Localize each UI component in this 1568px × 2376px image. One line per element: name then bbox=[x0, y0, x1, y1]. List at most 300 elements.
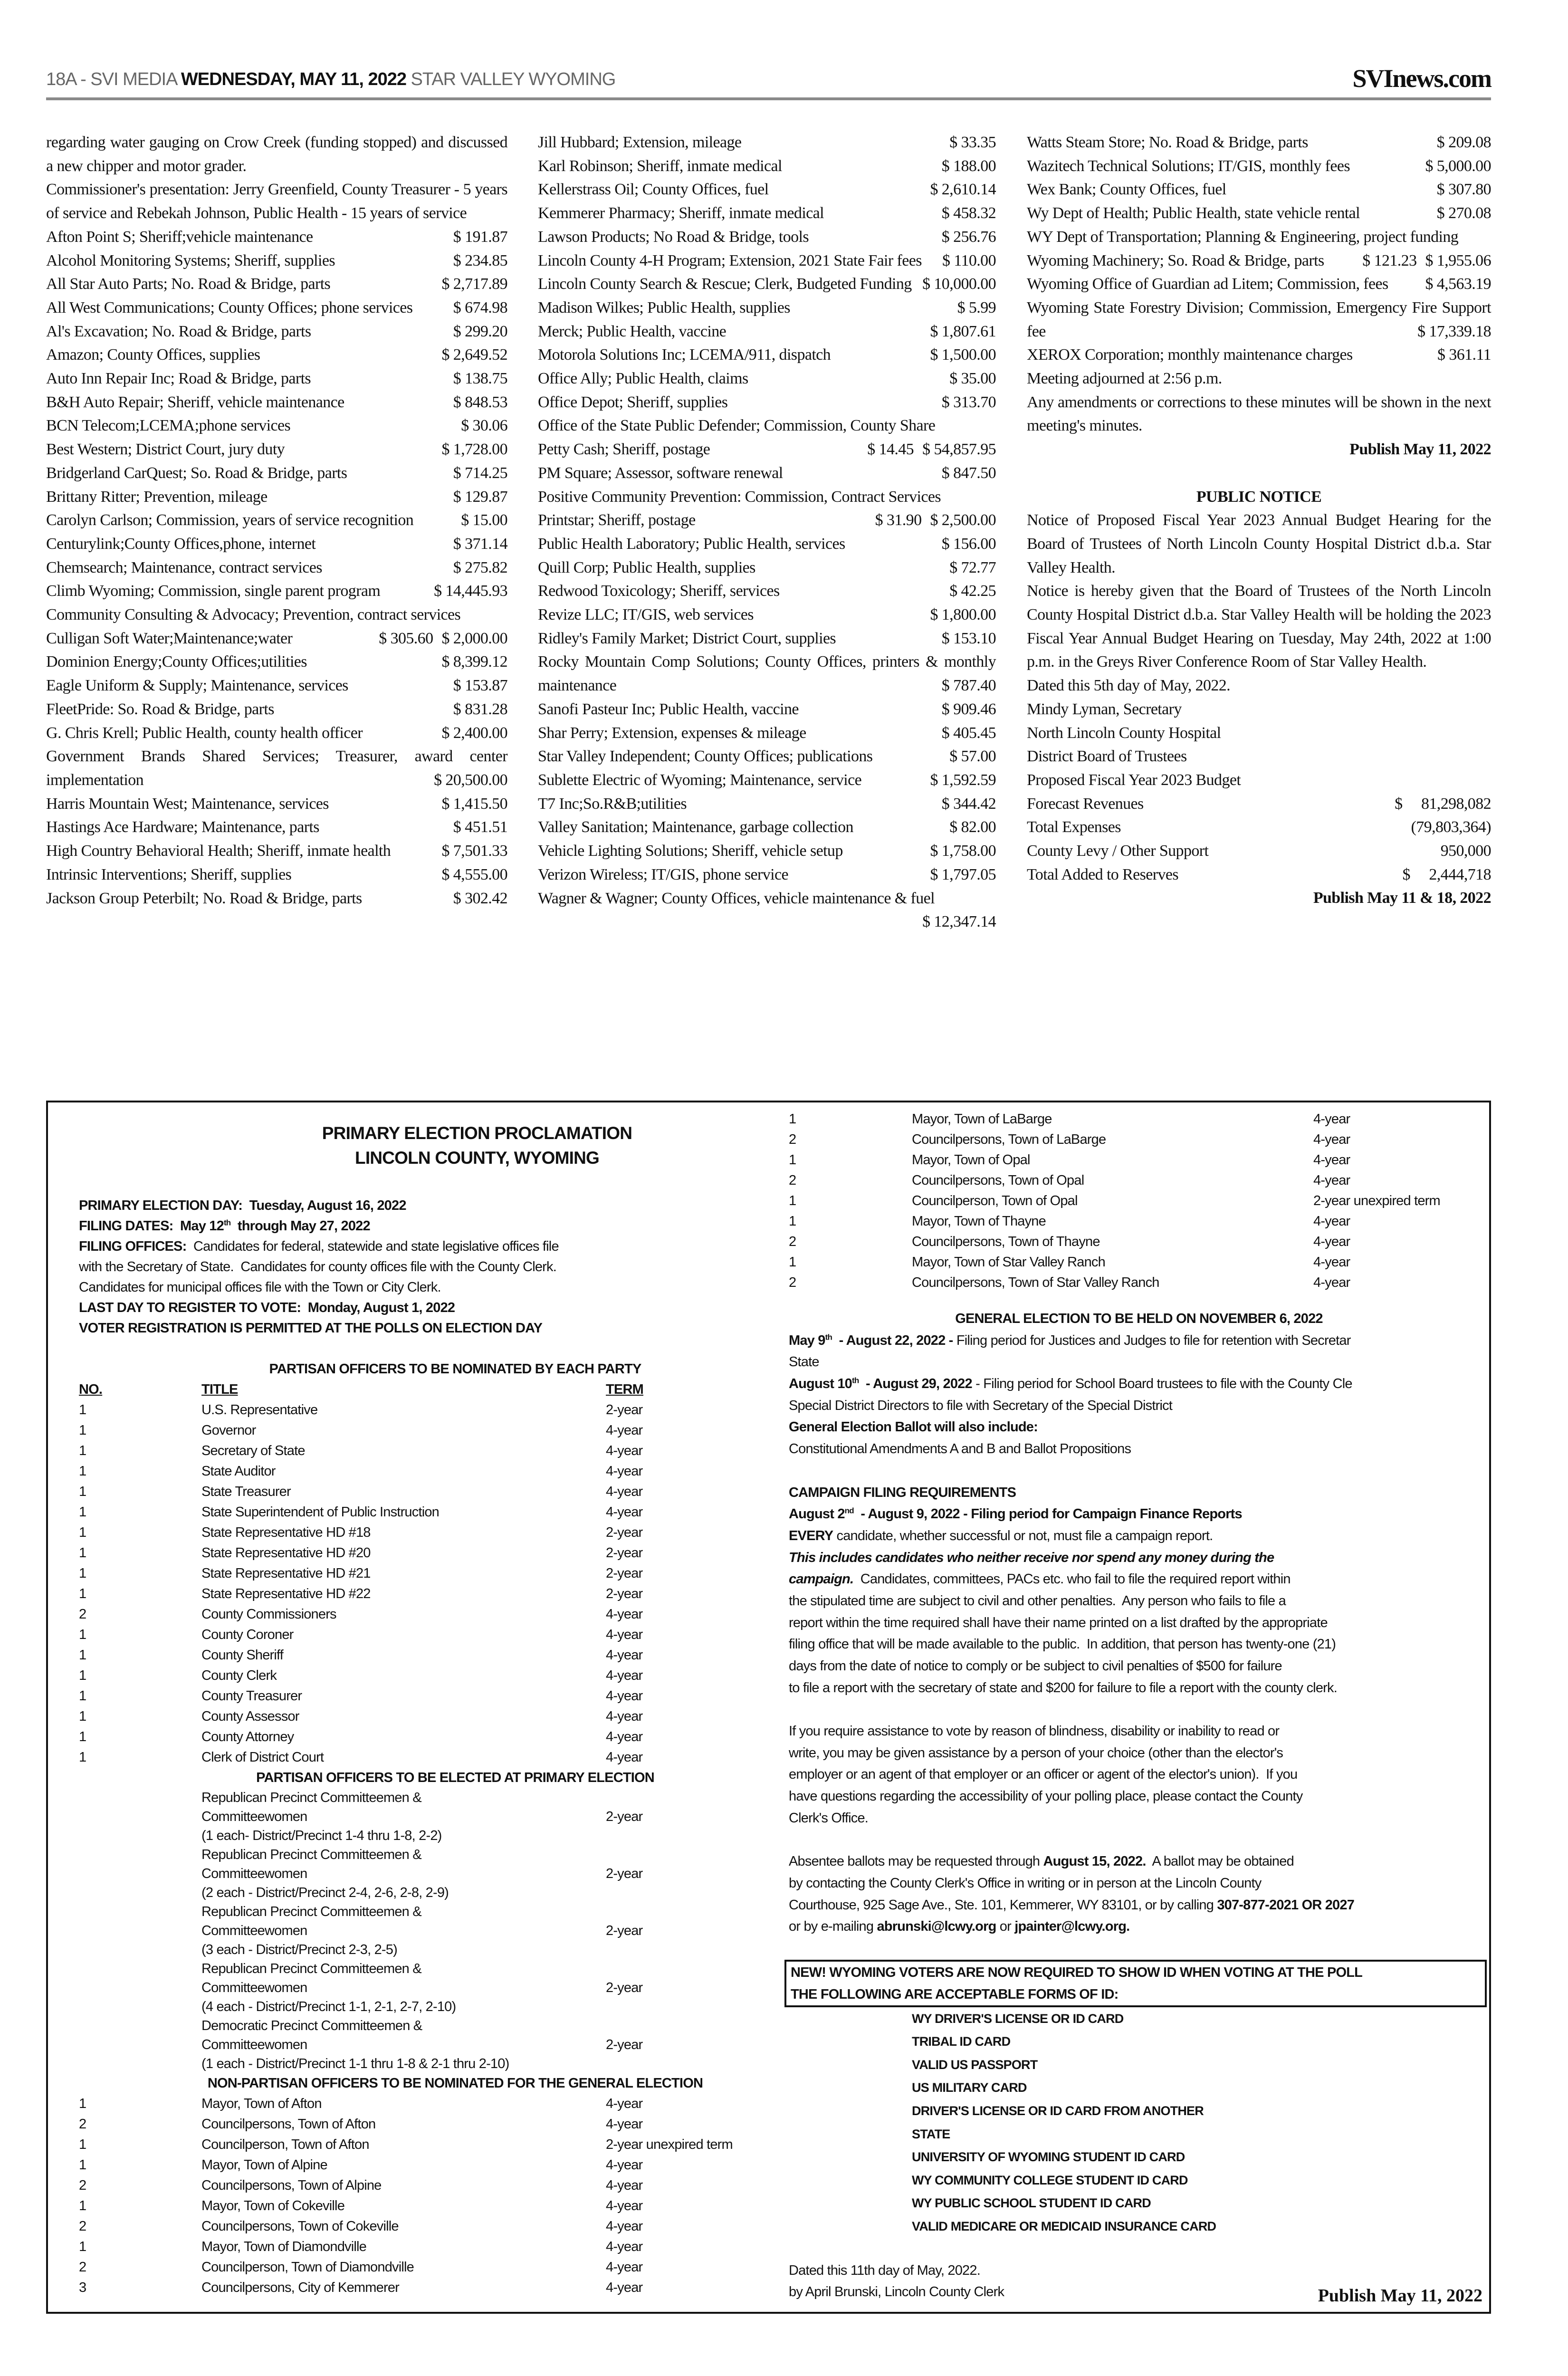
ledger-entry bbox=[538, 272, 996, 296]
ledger-entry bbox=[538, 131, 996, 154]
entry-text: High Country Behavioral Health; Sheriff, inmate health bbox=[46, 842, 391, 860]
signature-line: Dated this 11th day of May, 2022. bbox=[789, 2262, 980, 2278]
ledger-entry bbox=[538, 201, 996, 225]
proclamation-title: PRIMARY ELECTION PROCLAMATION bbox=[322, 1123, 632, 1143]
entry-amount: $ 7,501.33 bbox=[441, 842, 507, 860]
ledger-entry bbox=[46, 343, 507, 367]
entry-amount: $ 344.42 bbox=[941, 795, 996, 813]
entry-text: Amazon; County Offices, supplies bbox=[46, 346, 260, 364]
entry-amount: $ 1,955.06 bbox=[1425, 251, 1491, 269]
office-count: 1 bbox=[79, 1464, 86, 1479]
office-term: 4-year bbox=[606, 1423, 643, 1438]
ledger-entry bbox=[46, 461, 507, 485]
entry-amount: $ 188.00 bbox=[941, 157, 996, 175]
entry-amount: $ 847.50 bbox=[941, 464, 996, 482]
entry-amount: $ 458.32 bbox=[941, 204, 996, 222]
office-term: 4-year bbox=[606, 2117, 643, 2132]
entry-amount: $ 81,298,082 bbox=[1395, 795, 1491, 813]
precinct-districts: (2 each - District/Precinct 2-4, 2-6, 2-8, 2-9) bbox=[201, 1885, 449, 1900]
text-segment: VOTER REGISTRATION IS PERMITTED AT THE POLLS ON ELECTION DAY bbox=[79, 1321, 543, 1336]
entry-text: Meeting adjourned at 2:56 p.m. bbox=[1027, 370, 1222, 388]
precinct-line bbox=[79, 1940, 792, 1959]
office-count: 2 bbox=[789, 1173, 796, 1188]
ledger-entry bbox=[538, 320, 996, 344]
text-line bbox=[789, 1764, 1489, 1786]
office-term: 4-year bbox=[1313, 1214, 1350, 1229]
text-segment: the stipulated time are subject to civil and other penalties. Any person who fails to file a bbox=[789, 1593, 1286, 1609]
entry-text: Sanofi Pasteur Inc; Public Health, vaccine bbox=[538, 700, 799, 718]
entry-amount: $ 5,000.00 bbox=[1425, 157, 1491, 175]
office-row bbox=[79, 1727, 792, 1747]
office-row bbox=[79, 2135, 792, 2155]
office-row bbox=[79, 1686, 792, 1706]
entry-amount: $ 10,000.00 bbox=[922, 275, 996, 293]
text-segment: August 2 bbox=[789, 1506, 845, 1522]
entry-amount: $ 275.82 bbox=[453, 558, 507, 576]
entry-text: Brittany Ritter; Prevention, mileage bbox=[46, 488, 268, 506]
text-segment: Filing period for Justices and Judges to file for retention with Secretar bbox=[956, 1332, 1351, 1348]
office-title: Mayor, Town of Alpine bbox=[201, 2157, 327, 2173]
id-form-item: UNIVERSITY OF WYOMING STUDENT ID CARD bbox=[912, 2150, 1185, 2165]
office-title: U.S. Representative bbox=[201, 1402, 318, 1418]
ledger-entry bbox=[46, 367, 507, 391]
entry-text: Eagle Uniform & Supply; Maintenance, services bbox=[46, 677, 348, 695]
precinct-districts: (1 each - District/Precinct 1-1 thru 1-8 & 2-1 thru 2-10) bbox=[201, 2056, 509, 2071]
office-count: 1 bbox=[79, 1688, 86, 1704]
text-segment: A ballot may be obtained bbox=[1146, 1854, 1294, 1869]
text-segment: by contacting the County Clerk's Office in writing or in person at the Lincoln County bbox=[789, 1875, 1262, 1891]
office-title: Councilpersons, Town of Alpine bbox=[201, 2178, 382, 2193]
proclamation-left-panel bbox=[79, 1121, 792, 2298]
office-count: 1 bbox=[79, 1648, 86, 1663]
office-row bbox=[79, 1441, 792, 1461]
entry-text: Lincoln County 4-H Program; Extension, 2021 State Fair fees bbox=[538, 251, 922, 269]
entry-amount: $ 405.45 bbox=[941, 724, 996, 742]
column-header-title: TITLE bbox=[201, 1382, 238, 1397]
entry-text: PM Square; Assessor, software renewal bbox=[538, 464, 783, 482]
id-form-item: TRIBAL ID CARD bbox=[912, 2034, 1011, 2049]
text-line bbox=[789, 1851, 1489, 1873]
text-line bbox=[789, 1525, 1489, 1547]
id-forms-list bbox=[912, 2007, 1489, 2238]
blank-line bbox=[79, 1339, 792, 1359]
ledger-entry bbox=[46, 627, 507, 651]
ledger-entry bbox=[46, 414, 507, 438]
ledger-entry bbox=[538, 627, 996, 651]
ledger-entry bbox=[46, 485, 507, 509]
entry-amount: $ 35.00 bbox=[949, 370, 996, 388]
text-segment: Courthouse, 925 Sage Ave., Ste. 101, Kemmerer, WY 83101, or by calling bbox=[789, 1897, 1217, 1913]
entry-amount: $ 5.99 bbox=[957, 298, 996, 316]
precinct-title: Committeewomen bbox=[201, 1809, 307, 1824]
entry-text: Mindy Lyman, Secretary bbox=[1027, 700, 1182, 718]
office-title: Mayor, Town of Cokeville bbox=[201, 2198, 345, 2213]
entry-text: Government Brands Shared Services; Treasurer, award center implementation bbox=[46, 747, 507, 789]
entry-amount: $ 787.40 bbox=[941, 677, 996, 695]
entry-text: Positive Community Prevention: Commission, Contract Services bbox=[538, 488, 941, 506]
entry-amount: $ 14.45 bbox=[867, 441, 914, 459]
id-form-item: US MILITARY CARD bbox=[912, 2080, 1027, 2095]
precinct-districts: (1 each- District/Precinct 1-4 thru 1-8, 2-2) bbox=[201, 1828, 442, 1843]
office-count: 2 bbox=[789, 1132, 796, 1147]
section-heading: NON-PARTISAN OFFICERS TO BE NOMINATED FOR THE GENERAL ELECTION bbox=[207, 2076, 703, 2091]
ledger-entry bbox=[538, 249, 996, 273]
notice-line: THE FOLLOWING ARE ACCEPTABLE FORMS OF ID: bbox=[791, 1986, 1119, 2002]
entry-amount: $ 256.76 bbox=[941, 228, 996, 246]
text-line bbox=[79, 1277, 792, 1298]
entry-text: Lawson Products; No Road & Bridge, tools bbox=[538, 228, 809, 246]
office-term: 4-year bbox=[606, 1627, 643, 1642]
entry-text: Bridgerland CarQuest; So. Road & Bridge, parts bbox=[46, 464, 347, 482]
ledger-entry bbox=[538, 698, 996, 721]
office-term: 4-year bbox=[606, 1607, 643, 1622]
entry-text: Quill Corp; Public Health, supplies bbox=[538, 558, 755, 576]
entry-amount: $ 2,610.14 bbox=[930, 181, 996, 199]
publish-date: Publish May 11, 2022 bbox=[1318, 2286, 1482, 2306]
ledger-entry bbox=[46, 438, 507, 461]
ledger-entry bbox=[538, 178, 996, 201]
ledger-entry bbox=[46, 650, 507, 674]
paragraph bbox=[1027, 886, 1491, 910]
precinct-line bbox=[79, 2035, 792, 2054]
office-term: 4-year bbox=[606, 1648, 643, 1663]
office-term: 4-year bbox=[606, 2219, 643, 2234]
text-segment: If you require assistance to vote by reason of blindness, disability or inability to read or bbox=[789, 1724, 1280, 1739]
entry-text: Lincoln County Search & Rescue; Clerk, Budgeted Funding bbox=[538, 275, 912, 293]
text-segment: filing office that will be made available to the public. In addition, that person has twenty-one (21) bbox=[789, 1637, 1336, 1652]
text-segment: th bbox=[223, 1218, 231, 1227]
office-count: 2 bbox=[79, 2260, 86, 2275]
entry-amount: $ 2,000.00 bbox=[441, 629, 507, 647]
ledger-entry bbox=[538, 296, 996, 320]
office-row bbox=[79, 1400, 792, 1420]
text-line bbox=[789, 1634, 1489, 1656]
entry-amount: $ 8,399.12 bbox=[441, 653, 507, 671]
office-term: 4-year bbox=[606, 2178, 643, 2193]
ledger-entry bbox=[1027, 296, 1491, 343]
office-term: 4-year bbox=[606, 2096, 643, 2111]
entry-text: XEROX Corporation; monthly maintenance charges bbox=[1027, 346, 1353, 364]
precinct-title: Republican Precinct Committeemen & bbox=[201, 1790, 421, 1805]
entry-amount: $ 14,445.93 bbox=[434, 582, 507, 600]
entry-amount: $ 17,339.18 bbox=[1417, 322, 1491, 340]
ledger-entry bbox=[538, 887, 996, 931]
office-count: 1 bbox=[79, 1402, 86, 1418]
precinct-line bbox=[79, 1921, 792, 1940]
text-segment: write, you may be given assistance by a person of your choice (other than the elector's bbox=[789, 1745, 1283, 1761]
text-segment: have questions regarding the accessibility of your polling place, please contact the County bbox=[789, 1789, 1303, 1804]
text-line bbox=[79, 1216, 792, 1236]
office-term: 4-year bbox=[606, 2239, 643, 2254]
entry-text: North Lincoln County Hospital bbox=[1027, 724, 1221, 742]
blank-line bbox=[789, 1460, 1489, 1482]
office-row bbox=[79, 1523, 792, 1543]
office-title: State Representative HD #22 bbox=[201, 1586, 371, 1601]
entry-amount: $ 2,444,718 bbox=[1402, 865, 1491, 883]
entry-text: Shar Perry; Extension, expenses & mileage bbox=[538, 724, 806, 742]
precinct-term: 2-year bbox=[606, 1809, 643, 1824]
entry-text: Verizon Wireless; IT/GIS, phone service bbox=[538, 865, 788, 883]
entry-amount: $ 20,500.00 bbox=[434, 771, 507, 789]
entry-text: Intrinsic Interventions; Sheriff, supplies bbox=[46, 865, 292, 883]
text-segment: or by e-mailing bbox=[789, 1919, 877, 1935]
text-segment: abrunski@lcwy.org bbox=[877, 1919, 996, 1935]
ledger-entry bbox=[538, 721, 996, 745]
office-count: 1 bbox=[79, 1729, 86, 1744]
ledger-entry bbox=[1027, 792, 1491, 816]
entry-amount: $ 270.08 bbox=[1436, 204, 1491, 222]
ledger-entry bbox=[538, 391, 996, 414]
entry-text: Wy Dept of Health; Public Health, state vehicle rental bbox=[1027, 204, 1360, 222]
ledger-entry bbox=[1027, 343, 1491, 367]
entry-amount: $ 138.75 bbox=[453, 370, 507, 388]
office-term: 2-year bbox=[606, 1402, 643, 1418]
site-name[interactable]: SVInews.com bbox=[1352, 64, 1491, 93]
entry-amount: $ 234.85 bbox=[453, 251, 507, 269]
entry-text: Total Expenses bbox=[1027, 818, 1121, 836]
text-segment: report within the time required shall have their name printed on a list drafted by the appropriate bbox=[789, 1615, 1328, 1630]
office-term: 4-year bbox=[1313, 1234, 1350, 1249]
text-segment: State bbox=[789, 1354, 819, 1370]
text-segment: - August 29, 2022 bbox=[859, 1376, 972, 1392]
office-row bbox=[789, 1109, 1489, 1130]
header-location: STAR VALLEY WYOMING bbox=[406, 69, 616, 89]
entry-amount: $ 361.11 bbox=[1437, 346, 1491, 364]
ledger-entry bbox=[538, 768, 996, 792]
precinct-districts: (3 each - District/Precinct 2-3, 2-5) bbox=[201, 1942, 397, 1957]
office-title: State Representative HD #18 bbox=[201, 1525, 371, 1540]
ledger-entry bbox=[538, 863, 996, 887]
entry-amount: $ 1,797.05 bbox=[930, 865, 996, 883]
entry-text: Al's Excavation; No. Road & Bridge, parts bbox=[46, 322, 311, 340]
entry-text: Karl Robinson; Sheriff, inmate medical bbox=[538, 157, 782, 175]
proclamation-title: LINCOLN COUNTY, WYOMING bbox=[355, 1148, 599, 1168]
text-segment: Absentee ballots may be requested through bbox=[789, 1854, 1043, 1869]
entry-amount: $ 909.46 bbox=[941, 700, 996, 718]
column-2 bbox=[538, 131, 996, 934]
precinct-line bbox=[79, 1807, 792, 1826]
text-line bbox=[789, 1786, 1489, 1808]
id-form-item: STATE bbox=[912, 2127, 950, 2141]
entry-text: Auto Inn Repair Inc; Road & Bridge, parts bbox=[46, 370, 311, 388]
text-segment: - Filing period for School Board trustees to file with the County Cle bbox=[972, 1376, 1352, 1392]
text-segment: FILING OFFICES: bbox=[79, 1239, 187, 1254]
entry-text: Office Ally; Public Health, claims bbox=[538, 370, 748, 388]
entry-text: Valley Sanitation; Maintenance, garbage collection bbox=[538, 818, 853, 836]
entry-amount: $ 156.00 bbox=[941, 535, 996, 553]
office-term: 4-year bbox=[1313, 1275, 1350, 1290]
entry-amount: $ 1,728.00 bbox=[441, 441, 507, 459]
signature-line: by April Brunski, Lincoln County Clerk bbox=[789, 2284, 1004, 2300]
header-date: WEDNESDAY, MAY 11, 2022 bbox=[181, 69, 406, 89]
text-segment: nd bbox=[844, 1506, 854, 1515]
precinct-line bbox=[79, 1902, 792, 1921]
office-row bbox=[789, 1232, 1489, 1252]
entry-amount: $ 1,415.50 bbox=[441, 795, 507, 813]
office-title: Mayor, Town of Opal bbox=[912, 1152, 1030, 1168]
entry-amount: $ 72.77 bbox=[949, 558, 996, 576]
office-row bbox=[79, 2237, 792, 2257]
entry-amount: $ 2,649.52 bbox=[441, 346, 507, 364]
office-term: 4-year bbox=[606, 1504, 643, 1520]
entry-amount: $ 831.28 bbox=[453, 700, 507, 718]
ledger-entry bbox=[46, 745, 507, 792]
ledger-entry bbox=[538, 815, 996, 839]
office-row bbox=[789, 1130, 1489, 1150]
office-title: Clerk of District Court bbox=[201, 1750, 324, 1765]
ledger-entry bbox=[538, 154, 996, 178]
ledger-entry bbox=[538, 225, 996, 249]
office-count: 1 bbox=[79, 2096, 86, 2111]
precinct-term: 2-year bbox=[606, 1923, 643, 1938]
office-row bbox=[789, 1273, 1489, 1293]
entry-amount: $ 31.90 bbox=[875, 511, 922, 529]
ledger-entry bbox=[1027, 154, 1491, 178]
paragraph bbox=[46, 131, 507, 178]
blank-line bbox=[789, 1699, 1489, 1721]
precinct-line bbox=[79, 1883, 792, 1902]
office-count: 2 bbox=[79, 1607, 86, 1622]
paragraph bbox=[1027, 745, 1491, 768]
entry-text: T7 Inc;So.R&B;utilities bbox=[538, 795, 687, 813]
office-count: 1 bbox=[79, 2137, 86, 2152]
entry-text: Wyoming Machinery; So. Road & Bridge, parts bbox=[1027, 251, 1324, 269]
office-count: 1 bbox=[79, 1504, 86, 1520]
entry-text: Jackson Group Peterbilt; No. Road & Bridge, parts bbox=[46, 889, 362, 907]
entry-text: Wyoming Office of Guardian ad Litem; Commission, fees bbox=[1027, 275, 1388, 293]
text-segment: August 15, 2022. bbox=[1043, 1854, 1146, 1869]
entry-amount: $ 1,800.00 bbox=[930, 606, 996, 624]
office-term: 4-year bbox=[606, 1484, 643, 1499]
office-row bbox=[79, 1604, 792, 1625]
text-segment: Candidates for federal, statewide and state legislative offices file bbox=[186, 1239, 559, 1254]
paragraph bbox=[1027, 391, 1491, 438]
entry-amount: $ 2,717.89 bbox=[441, 275, 507, 293]
id-form-item: VALID US PASSPORT bbox=[912, 2057, 1038, 2072]
office-count: 2 bbox=[789, 1275, 796, 1290]
ledger-entry bbox=[46, 556, 507, 580]
entry-amount: $ 153.10 bbox=[941, 629, 996, 647]
entry-text: Notice is hereby given that the Board of Trustees of the North Lincoln County Hospital District d.b.a. Star Valley Health will be holding the 2023 Fiscal Year Annual Budget Hearing on Tuesday, May 24th, 2022 at 1:00 p.m. in the Greys River Conference Room of Star Valley Health. bbox=[1027, 582, 1491, 671]
entry-amount: $ 313.70 bbox=[941, 393, 996, 411]
entry-text: Petty Cash; Sheriff, postage bbox=[538, 441, 710, 459]
office-row bbox=[79, 1747, 792, 1768]
text-segment: Constitutional Amendments A and B and Ballot Propositions bbox=[789, 1441, 1131, 1457]
ledger-entry bbox=[1027, 201, 1491, 225]
entry-text: Hastings Ace Hardware; Maintenance, parts bbox=[46, 818, 319, 836]
notice-line: NEW! WYOMING VOTERS ARE NOW REQUIRED TO SHOW ID WHEN VOTING AT THE POLL bbox=[791, 1964, 1363, 1980]
entry-amount: $ 4,563.19 bbox=[1425, 275, 1491, 293]
entry-text: Alcohol Monitoring Systems; Sheriff, supplies bbox=[46, 251, 335, 269]
entry-amount: $ 129.87 bbox=[453, 488, 507, 506]
office-row bbox=[79, 1482, 792, 1502]
entry-amount: $ 33.35 bbox=[949, 134, 996, 151]
paragraph bbox=[1027, 674, 1491, 698]
entry-text: Best Western; District Court, jury duty bbox=[46, 441, 285, 459]
paragraph bbox=[1027, 721, 1491, 745]
entry-text: BCN Telecom;LCEMA;phone services bbox=[46, 417, 291, 435]
entry-text: Climb Wyoming; Commission, single parent program bbox=[46, 582, 381, 600]
text-segment: or bbox=[996, 1919, 1015, 1935]
ledger-entry bbox=[538, 367, 996, 391]
entry-text: Madison Wilkes; Public Health, supplies bbox=[538, 298, 790, 316]
ledger-entry bbox=[1027, 178, 1491, 201]
text-segment: to file a report with the secretary of state and $200 for failure to file a report with the county clerk. bbox=[789, 1680, 1337, 1696]
entry-amount: $ 451.51 bbox=[453, 818, 507, 836]
office-row bbox=[789, 1211, 1489, 1232]
ledger-entry bbox=[46, 792, 507, 816]
entry-text: Ridley's Family Market; District Court, supplies bbox=[538, 629, 836, 647]
office-row bbox=[79, 2278, 792, 2298]
office-title: Mayor, Town of Thayne bbox=[912, 1214, 1046, 1229]
entry-text: Culligan Soft Water;Maintenance;water bbox=[46, 629, 293, 647]
office-title: State Auditor bbox=[201, 1464, 276, 1479]
ledger-entry bbox=[538, 343, 996, 367]
entry-amount: $ 302.42 bbox=[453, 889, 507, 907]
text-segment: This includes candidates who neither receive nor spend any money during the bbox=[789, 1550, 1274, 1565]
entry-amount: $ 674.98 bbox=[453, 298, 507, 316]
text-segment: LAST DAY TO REGISTER TO VOTE: Monday, August 1, 2022 bbox=[79, 1300, 455, 1315]
entry-amount: $ 209.08 bbox=[1436, 134, 1491, 151]
entry-text: Merck; Public Health, vaccine bbox=[538, 322, 727, 340]
id-form-item: WY DRIVER'S LICENSE OR ID CARD bbox=[912, 2011, 1124, 2026]
office-row bbox=[79, 1461, 792, 1482]
ledger-entry bbox=[46, 815, 507, 839]
entry-amount: $ 307.80 bbox=[1436, 181, 1491, 199]
office-row bbox=[79, 2114, 792, 2135]
office-title: County Assessor bbox=[201, 1709, 299, 1724]
entry-text: District Board of Trustees bbox=[1027, 747, 1187, 766]
table-header bbox=[79, 1380, 792, 1400]
entry-text: Office Depot; Sheriff, supplies bbox=[538, 393, 728, 411]
entry-amount: 950,000 bbox=[1440, 842, 1491, 860]
entry-text: WY Dept of Transportation; Planning & Engineering, project funding bbox=[1027, 228, 1459, 246]
entry-amount: $ 2,500.00 bbox=[930, 511, 996, 529]
entry-text: Afton Point S; Sheriff;vehicle maintenance bbox=[46, 228, 313, 246]
id-form-item: VALID MEDICARE OR MEDICAID INSURANCE CARD bbox=[912, 2219, 1216, 2233]
text-line bbox=[789, 1873, 1489, 1895]
ledger-entry bbox=[46, 296, 507, 320]
office-row bbox=[79, 1420, 792, 1441]
office-title: Councilperson, Town of Afton bbox=[201, 2137, 369, 2152]
text-segment: candidate, whether successful or not, must file a campaign report. bbox=[833, 1528, 1213, 1543]
election-proclamation-box bbox=[46, 1101, 1491, 2314]
office-count: 1 bbox=[79, 1668, 86, 1683]
office-count: 1 bbox=[789, 1111, 796, 1127]
ledger-entry bbox=[46, 721, 507, 745]
precinct-line bbox=[79, 1959, 792, 1978]
text-segment: through May 27, 2022 bbox=[230, 1218, 370, 1234]
office-count: 1 bbox=[79, 2239, 86, 2254]
office-count: 1 bbox=[789, 1152, 796, 1168]
office-title: Councilpersons, Town of Opal bbox=[912, 1173, 1084, 1188]
precinct-line bbox=[79, 2016, 792, 2035]
office-count: 1 bbox=[79, 1566, 86, 1581]
office-term: 4-year bbox=[606, 1688, 643, 1704]
office-term: 2-year bbox=[606, 1566, 643, 1581]
text-line bbox=[789, 1373, 1489, 1395]
office-term: 4-year bbox=[606, 1729, 643, 1744]
paragraph bbox=[1027, 508, 1491, 579]
ledger-entry bbox=[538, 508, 996, 532]
entry-text: Publish May 11, 2022 bbox=[1349, 441, 1491, 459]
ledger-entry bbox=[1027, 249, 1491, 273]
election-dates bbox=[79, 1196, 792, 1339]
office-count: 1 bbox=[79, 1709, 86, 1724]
precinct-line bbox=[79, 1845, 792, 1864]
header-section: 18A - SVI MEDIA bbox=[46, 69, 181, 89]
entry-text: Carolyn Carlson; Commission, years of service recognition bbox=[46, 511, 414, 529]
